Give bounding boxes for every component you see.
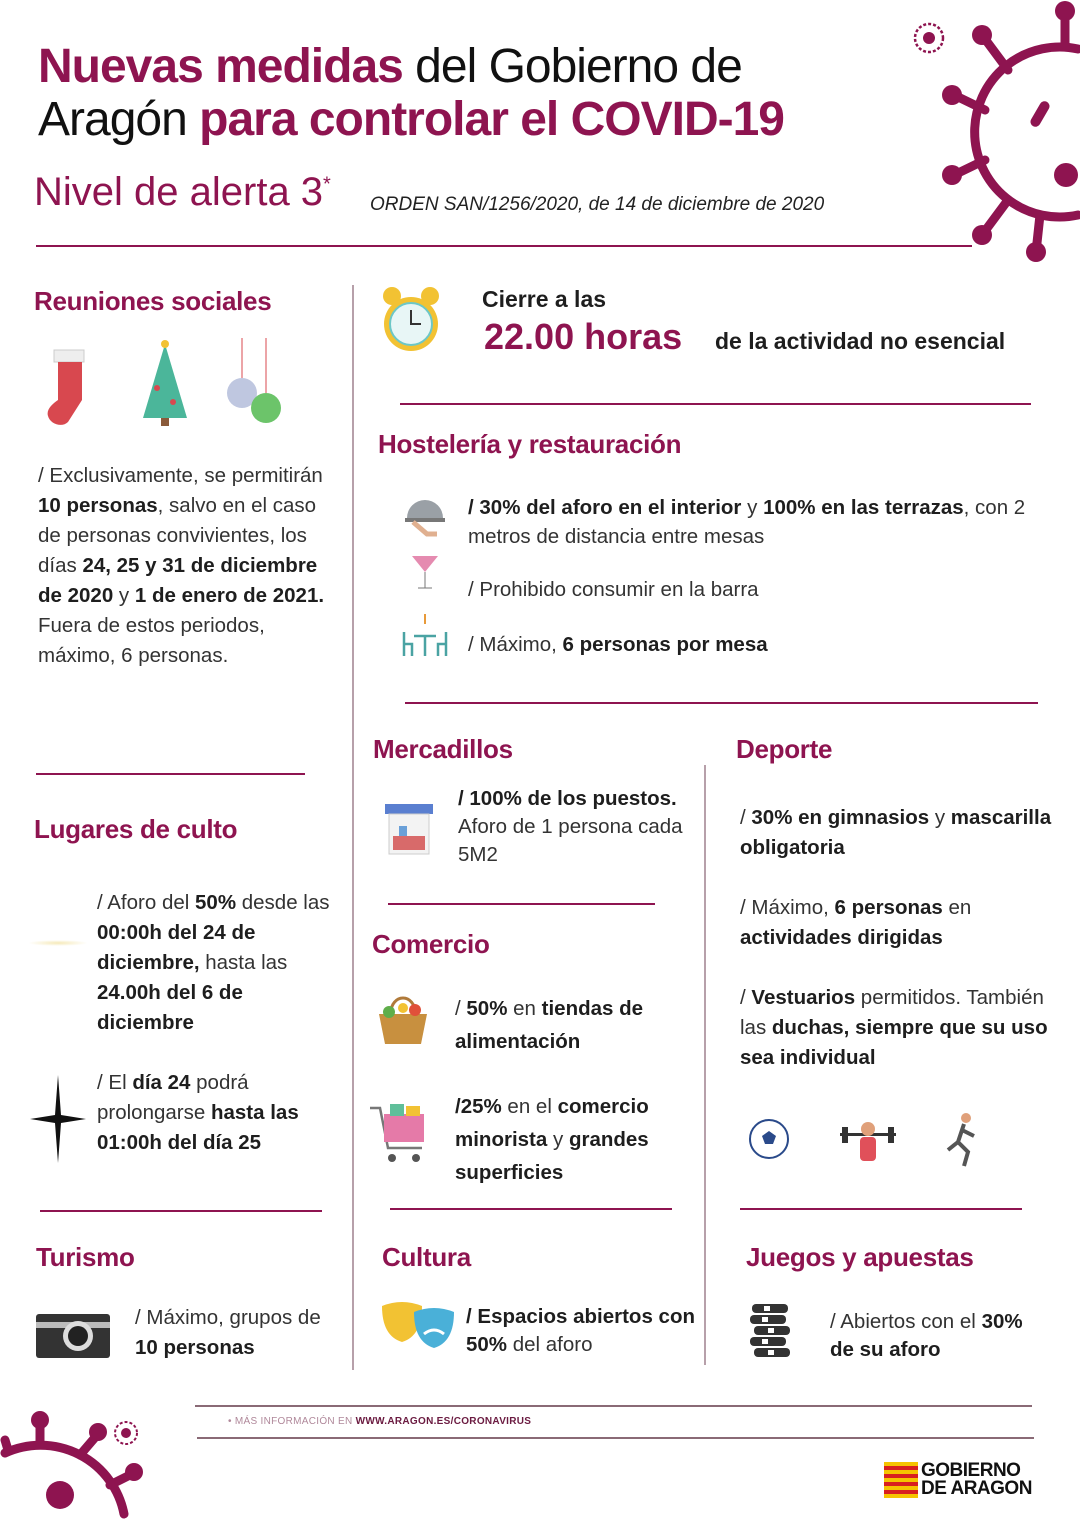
bold-text-segment: para controlar el COVID-19 xyxy=(199,93,784,146)
turismo-heading: Turismo xyxy=(36,1242,135,1272)
hosteleria-item-2 xyxy=(468,575,1028,605)
text-segment: hasta las xyxy=(199,951,288,974)
turismo-text xyxy=(135,1303,335,1363)
text-segment: Aragón xyxy=(38,93,200,146)
gobierno-aragon-logo xyxy=(884,1462,1032,1498)
culto-heading: Lugares de culto xyxy=(34,814,238,844)
logo-text-line-2: DE ARAGON xyxy=(921,1478,1032,1499)
bold-text-segment: / Espacios abiertos con 50% xyxy=(466,1305,695,1356)
bold-text-segment: / 30% del aforo en el interior xyxy=(468,496,742,519)
bold-text-segment: 30% de su aforo xyxy=(830,1310,1023,1361)
bold-text-segment: hasta las 01:00h del día 25 xyxy=(97,1101,299,1154)
text-segment: del Gobierno de xyxy=(402,40,742,93)
christmas-tree-icon xyxy=(135,338,195,430)
culto-item-2 xyxy=(97,1068,337,1158)
christmas-ornaments-icon xyxy=(222,338,284,428)
bold-text-segment: 24, 25 y 31 de diciembre de 2020 xyxy=(38,554,318,607)
footer-url-link[interactable]: WWW.ARAGON.ES/CORONAVIRUS xyxy=(355,1416,532,1427)
juegos-heading: Juegos y apuestas xyxy=(746,1242,974,1272)
shopping-cart-icon xyxy=(368,1100,432,1166)
bold-text-segment: 50% xyxy=(195,891,237,914)
culto-item-1 xyxy=(97,888,342,1038)
aragon-flag-icon xyxy=(884,1462,918,1498)
text-segment: / Prohibido consumir en la barra xyxy=(468,578,759,601)
bold-text-segment: 6 personas xyxy=(834,896,943,919)
curfew-time: 22.00 horas xyxy=(484,316,683,357)
mercadillos-text xyxy=(458,785,688,869)
bold-text-segment: día 24 xyxy=(132,1071,191,1094)
logo-text-line-1: GOBIERNO xyxy=(921,1460,1021,1481)
runner-icon xyxy=(940,1112,980,1170)
cloche-icon xyxy=(403,492,447,538)
text-segment: / El xyxy=(97,1071,133,1094)
bold-text-segment: 10 personas xyxy=(38,494,158,517)
comercio-item-2 xyxy=(455,1090,695,1189)
header-divider xyxy=(36,245,972,247)
alert-level-footnote-mark: * xyxy=(323,173,331,196)
candle-glow-icon xyxy=(28,940,88,946)
deporte-item-3 xyxy=(740,983,1060,1073)
text-segment: Fuera de estos periodos, máximo, 6 personas. xyxy=(38,614,265,667)
title-line-2 xyxy=(38,93,784,147)
footer-info-label: MÁS INFORMACIÓN EN xyxy=(234,1416,356,1427)
text-segment: podrá prolongarse xyxy=(97,1071,249,1124)
christmas-stocking-icon xyxy=(40,340,100,430)
section-divider xyxy=(400,403,1031,405)
text-segment: y xyxy=(547,1128,569,1151)
theater-masks-icon xyxy=(380,1300,458,1352)
bold-text-segment: 100% en las terrazas xyxy=(763,496,964,519)
column-divider xyxy=(704,765,706,1365)
casino-chips-icon xyxy=(748,1302,792,1358)
comercio-heading: Comercio xyxy=(372,929,490,959)
text-segment: / xyxy=(740,806,752,829)
bold-text-segment: /25% xyxy=(455,1095,502,1118)
virus-decoration-icon xyxy=(940,0,1080,265)
text-segment: en xyxy=(507,997,542,1020)
section-divider xyxy=(388,903,655,905)
small-virus-icon xyxy=(905,14,953,62)
mercadillos-heading: Mercadillos xyxy=(373,734,513,764)
text-segment: en xyxy=(942,896,972,919)
text-segment: y xyxy=(113,584,135,607)
bold-text-segment: actividades dirigidas xyxy=(740,926,943,949)
text-segment: / xyxy=(455,997,467,1020)
soccer-ball-icon xyxy=(748,1118,790,1160)
alert-level-text: Nivel de alerta 3 xyxy=(34,170,324,214)
column-divider xyxy=(352,285,354,1370)
text-segment: / Máximo, xyxy=(740,896,835,919)
text-segment: Aforo de 1 persona cada 5M2 xyxy=(458,815,683,866)
bold-text-segment: comercio minorista xyxy=(455,1095,649,1151)
text-segment: y xyxy=(929,806,951,829)
text-segment: / Aforo del xyxy=(97,891,196,914)
text-segment: , con 2 metros de distancia entre mesas xyxy=(468,496,1026,548)
cultura-text xyxy=(466,1303,696,1359)
juegos-text xyxy=(830,1308,1030,1364)
small-virus-bottom-icon xyxy=(108,1415,144,1451)
text-segment: / Máximo, grupos de xyxy=(135,1306,321,1329)
bold-text-segment: 1 de enero de 2021. xyxy=(134,584,325,607)
text-segment: y xyxy=(741,496,764,519)
comercio-item-1 xyxy=(455,992,690,1058)
alarm-clock-icon xyxy=(380,284,442,358)
curfew-scope: de la actividad no esencial xyxy=(715,328,1006,354)
text-segment: / Abiertos con el xyxy=(830,1310,982,1333)
bold-text-segment: 30% en gimnasios xyxy=(751,806,930,829)
bold-text-segment: 50% xyxy=(466,997,508,1020)
deporte-item-2 xyxy=(740,893,1060,953)
table-chairs-icon xyxy=(400,612,450,658)
curfew-intro: Cierre a las xyxy=(482,286,607,312)
section-divider xyxy=(740,1208,1022,1210)
deporte-heading: Deporte xyxy=(736,734,833,764)
hosteleria-heading: Hostelería y restauración xyxy=(378,429,682,459)
market-stall-icon xyxy=(383,802,435,856)
footer-divider xyxy=(195,1405,1032,1407)
text-segment: / Exclusivamente, se permitirán xyxy=(38,464,323,487)
footer-divider xyxy=(197,1437,1034,1439)
hosteleria-item-3 xyxy=(468,630,1028,660)
text-segment: / xyxy=(740,986,752,1009)
text-segment: desde las xyxy=(236,891,330,914)
bold-text-segment: duchas, siempre que su uso sea individual xyxy=(740,1016,1048,1069)
text-segment: permitidos. También las xyxy=(740,986,1044,1039)
bold-text-segment: 24.00h del 6 de diciembre xyxy=(97,981,243,1034)
weightlifter-icon xyxy=(838,1115,898,1167)
bold-text-segment: grandes superficies xyxy=(455,1128,649,1184)
text-segment: en el xyxy=(501,1095,558,1118)
section-divider xyxy=(405,702,1038,704)
order-reference: ORDEN SAN/1256/2020, de 14 de diciembre de 2020 xyxy=(370,194,825,215)
bold-text-segment: 00:00h del 24 de diciembre, xyxy=(97,921,256,974)
hosteleria-item-1 xyxy=(468,493,1038,551)
text-segment: del aforo xyxy=(507,1333,593,1356)
cultura-heading: Cultura xyxy=(382,1242,471,1272)
footer-info: • MÁS INFORMACIÓN EN WWW.ARAGON.ES/CORONAVIRUS xyxy=(228,1416,532,1427)
grocery-basket-icon xyxy=(375,992,431,1046)
text-segment: , salvo en el caso de personas convivientes, los días xyxy=(38,494,317,577)
section-divider xyxy=(390,1208,672,1210)
sparkle-star-icon xyxy=(30,1075,86,1163)
bold-text-segment: / 100% de los puestos. xyxy=(458,787,677,810)
reuniones-text xyxy=(38,461,328,671)
reuniones-heading: Reuniones sociales xyxy=(34,286,272,316)
bold-text-segment: Vestuarios xyxy=(751,986,856,1009)
section-divider xyxy=(40,1210,322,1212)
bold-text-segment: Nuevas medidas xyxy=(38,40,403,93)
bold-text-segment: 6 personas por mesa xyxy=(562,633,768,656)
section-divider xyxy=(36,773,305,775)
alert-level xyxy=(34,170,331,215)
camera-icon xyxy=(36,1308,110,1358)
title-line-1 xyxy=(38,40,742,94)
cocktail-icon xyxy=(410,550,440,592)
text-segment: / Máximo, xyxy=(468,633,563,656)
deporte-item-1 xyxy=(740,803,1060,863)
bold-text-segment: tiendas de alimentación xyxy=(455,997,644,1053)
bold-text-segment: mascarilla obligatoria xyxy=(740,806,1052,859)
bold-text-segment: 10 personas xyxy=(135,1336,255,1359)
